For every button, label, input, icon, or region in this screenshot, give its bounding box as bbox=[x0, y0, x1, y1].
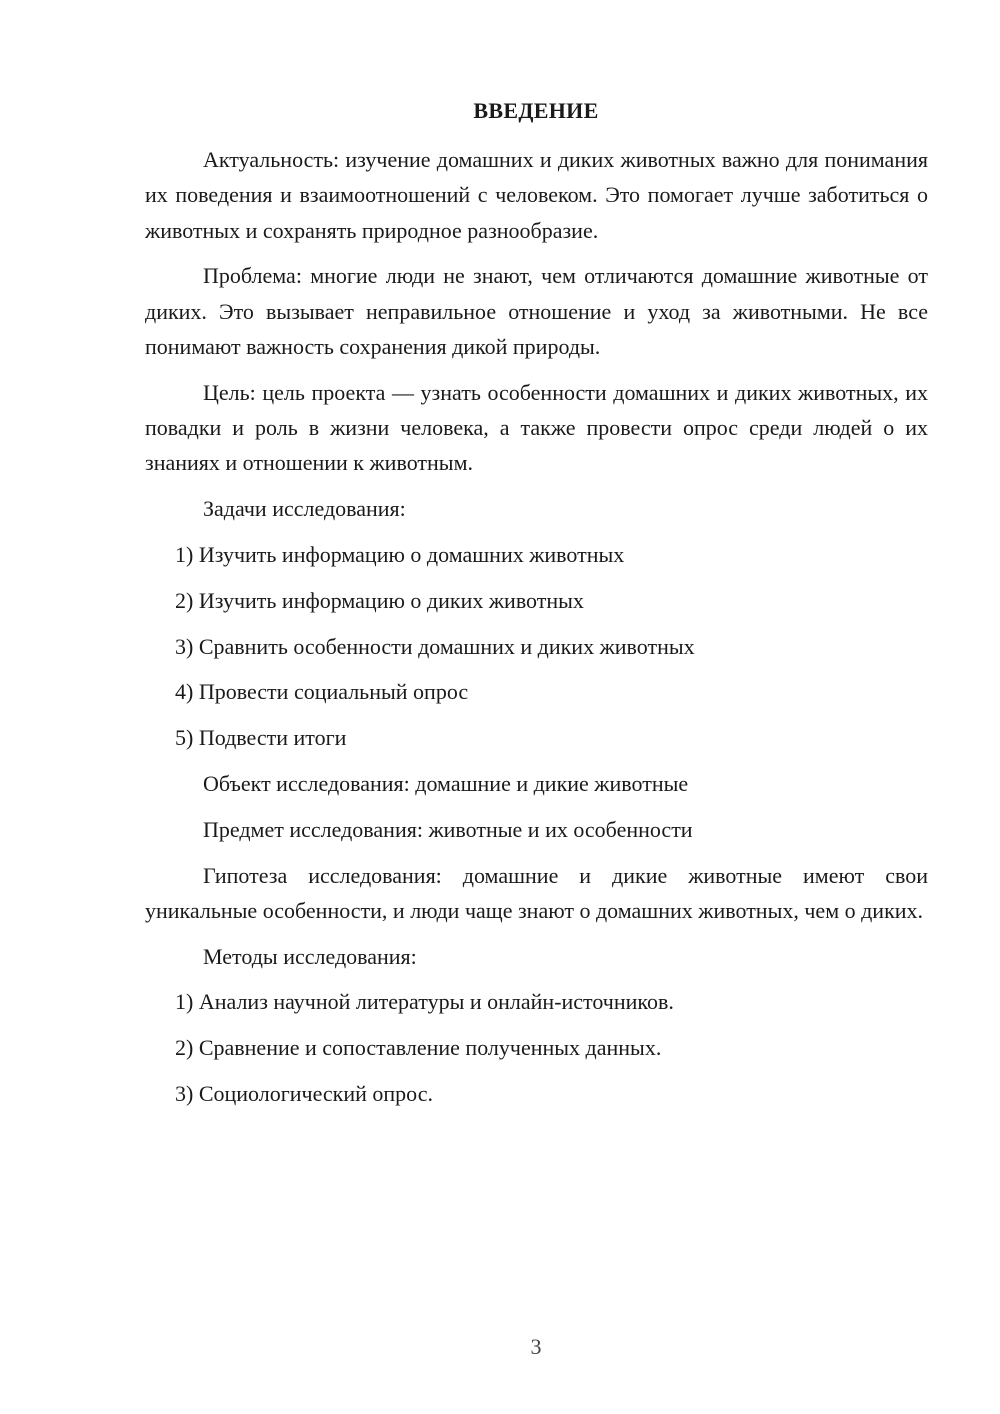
problem-paragraph: Проблема: многие люди не знают, чем отличаются домашние животные от диких. Это вызывает неправильное отношение и уход за животными. Не все понимают важность сохранения дикой природы. bbox=[145, 263, 928, 359]
hypothesis-paragraph: Гипотеза исследования: домашние и дикие животные имеют свои уникальные особенности, и люди чаще знают о домашних животных, чем о диких. bbox=[145, 862, 928, 923]
task-item: 5) Подвести итоги bbox=[175, 725, 347, 751]
goal-paragraph: Цель: цель проекта — узнать особенности домашних и диких животных, их повадки и роль в жизни человека, а также провести опрос среди людей о их знаниях и отношении к животным. bbox=[145, 379, 928, 476]
document-body bbox=[145, 142, 928, 1122]
method-item: 1) Анализ научной литературы и онлайн-источников. bbox=[175, 989, 674, 1015]
method-item: 2) Сравнение и сопоставление полученных данных. bbox=[175, 1035, 662, 1061]
task-item: 2) Изучить информацию о диких животных bbox=[175, 587, 584, 613]
section-heading: ВВЕДЕНИЕ bbox=[473, 98, 599, 123]
research-object: Объект исследования: домашние и дикие животные bbox=[203, 770, 689, 796]
task-item: 3) Сравнить особенности домашних и диких животных bbox=[175, 633, 695, 659]
method-item: 3) Социологический опрос. bbox=[175, 1081, 433, 1107]
task-item: 1) Изучить информацию о домашних животных bbox=[175, 541, 625, 567]
research-subject: Предмет исследования: животные и их особенности bbox=[203, 816, 693, 842]
methods-heading: Методы исследования: bbox=[203, 943, 417, 969]
tasks-heading: Задачи исследования: bbox=[203, 496, 406, 522]
relevance-paragraph: Актуальность: изучение домашних и диких животных важно для понимания их поведения и взаимоотношений с человеком. Это помогает лучше заботиться о животных и сохранять природное разнообразие. bbox=[145, 147, 928, 243]
task-item: 4) Провести социальный опрос bbox=[175, 679, 469, 705]
page-number: 3 bbox=[530, 1334, 542, 1359]
